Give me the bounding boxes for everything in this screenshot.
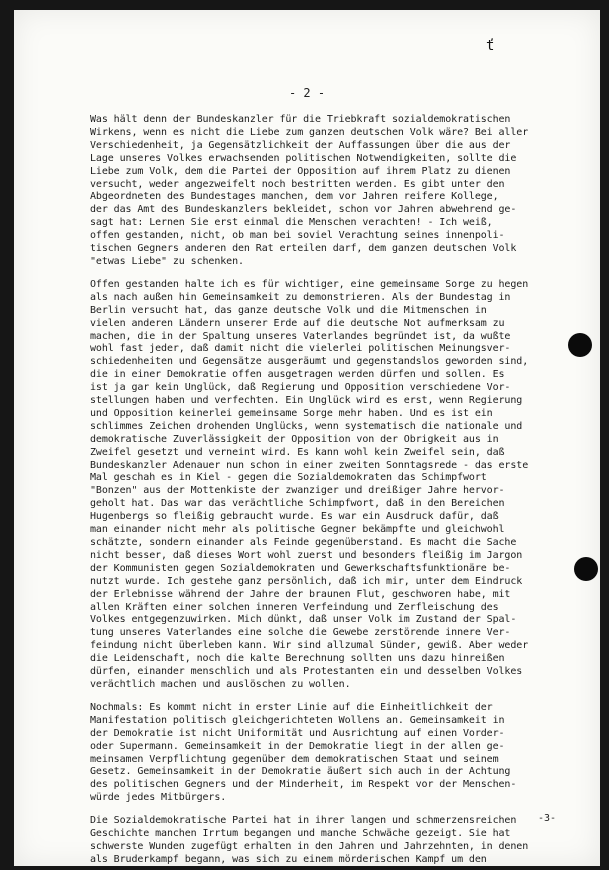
punch-hole-lower [574, 557, 598, 581]
text-line: Liebe zum Volk, dem die Partei der Opposition auf ihrem Platz zu dienen [90, 165, 511, 177]
text-line: Volkes entgegenzuwirken. Mich dünkt, daß unser Volk im Zustand der Spal- [90, 614, 517, 626]
paragraph-1 [90, 114, 580, 269]
punch-hole-upper [568, 333, 592, 357]
text-line: des politischen Gegners und der Minderheit, im Respekt vor der Menschen- [90, 779, 517, 791]
text-line: Offen gestanden halte ich es für wichtiger, eine gemeinsame Sorge zu hegen [90, 278, 529, 290]
text-line: Abgeordneten des Bundestages manchen, dem vor Jahren reifere Kollege, [90, 191, 499, 203]
continuation-mark: -3- [538, 813, 557, 824]
text-line: demokratische Zuverlässigkeit der Opposition von der Obrigkeit aus in [90, 433, 499, 445]
text-line: und Opposition keinerlei gemeinsame Sorge mehr haben. Und es ist ein [90, 407, 493, 419]
text-line: verächtlich machen und auslöschen zu wollen. [90, 678, 351, 690]
text-line: die in einer Demokratie offen ausgetragen werden dürfen und sollen. Es [90, 369, 505, 381]
text-line: Die Sozialdemokratische Partei hat in ihrer langen und schmerzensreichen [90, 815, 517, 827]
text-line: Verschiedenheit, ja Gegensätzlichkeit der Auffassungen über die aus der [90, 139, 511, 151]
text-line: schiedenheiten und Gegensätze ausgeräumt und gegenstandslos geworden sind, [90, 356, 529, 368]
text-line: Wirkens, wenn es nicht die Liebe zum ganzen deutschen Volk wäre? Bei aller [90, 126, 529, 138]
text-line: oder Supermann. Gemeinsamkeit in der Demokratie liegt in der allen ge- [90, 740, 505, 752]
text-line: schlimmes Zeichen drohenden Unglücks, wenn systematisch die nationale und [90, 420, 523, 432]
text-line: ist ja gar kein Unglück, daß Regierung und Opposition verschiedene Vor- [90, 382, 511, 394]
text-line: feindung nicht überleben kann. Wir sind allzumal Sünder, gewiß. Aber weder [90, 640, 529, 652]
text-line: der Kommunisten gegen Sozialdemokraten und Gewerkschaftsfunktionäre be- [90, 562, 511, 574]
text-line: der Erlebnisse während der Jahre der braunen Flut, geschworen habe, mit [90, 588, 511, 600]
text-line: Mal geschah es in Kiel - gegen die Sozialdemokraten das Schimpfwort [90, 472, 487, 484]
text-line: die Leidenschaft, noch die kalte Berechnung sollten uns dazu hinreißen [90, 653, 505, 665]
paragraph-4 [90, 815, 580, 866]
body-text [90, 114, 580, 866]
text-line: Zweifel gesetzt und verneint wird. Es kann wohl kein Zweifel sein, daß [90, 446, 505, 458]
text-line: geholt hat. Das war das verächtliche Schimpfwort, daß in den Bereichen [90, 498, 505, 510]
text-line: schwerste Wunden zugefügt erhalten in den Jahren und Jahrzehnten, in denen [90, 840, 529, 852]
text-line: Manifestation politisch gleichgerichteten Wollens an. Gemeinsamkeit in [90, 714, 505, 726]
text-line: der das Amt des Bundeskanzlers bekleidet, schon vor Jahren abwehrend ge- [90, 204, 517, 216]
document-page [14, 10, 600, 866]
text-line: man einander nicht mehr als politische Gegner bekämpfte und gleichwohl [90, 524, 505, 536]
text-line: wohl fast jeder, daß damit nicht die vielerlei politischen Meinungsver- [90, 343, 511, 355]
text-line: Berlin versucht hat, das ganze deutsche Volk und die Mitmenschen in [90, 304, 487, 316]
page-number: - 2 - [288, 86, 326, 100]
text-line: machen, die in der Spaltung unseres Vaterlandes begründet ist, da wußte [90, 330, 511, 342]
text-line: Geschichte manchen Irrtum begangen und manche Schwäche gezeigt. Sie hat [90, 828, 511, 840]
text-line: offen gestanden, nicht, ob man bei soviel Verachtung seines innenpoli- [90, 230, 505, 242]
text-line: vielen anderen Ländern unserer Erde auf die deutsche Not aufmerksam zu [90, 317, 505, 329]
text-line: "etwas Liebe" zu schenken. [90, 255, 244, 267]
text-line: meinsamen Verpflichtung gegenüber dem demokratischen Staat und seinem [90, 753, 499, 765]
paragraph-2 [90, 279, 580, 692]
text-line: nutzt wurde. Ich gestehe ganz persönlich, daß ich mir, unter dem Eindruck [90, 575, 523, 587]
text-line: der Demokratie ist nicht Uniformität und Ausrichtung auf einen Vorder- [90, 727, 505, 739]
text-line: sagt hat: Lernen Sie erst einmal die Menschen verachten! - Ich weiß, [90, 217, 493, 229]
text-line: nicht besser, daß dieses Wort wohl zuerst und besonders fleißig im Jargon [90, 549, 523, 561]
text-line: als nach außen hin Gemeinsamkeit zu demonstrieren. Als der Bundestag in [90, 291, 511, 303]
text-line: Bundeskanzler Adenauer nun schon in einer zweiten Sonntagsrede - das erste [90, 459, 529, 471]
text-line: tung unseres Vaterlandes eine solche die Gewebe zerstörende innere Ver- [90, 627, 511, 639]
text-line: Was hält denn der Bundeskanzler für die Triebkraft sozialdemokratischen [90, 114, 511, 125]
text-line: allen Kräften einer solchen inneren Verfeindung und Zerfleischung des [90, 601, 499, 613]
text-line: tischen Gegners anderen den Rat erteilen darf, dem ganzen deutschen Volk [90, 243, 517, 255]
text-line: dürfen, einander menschlich und als Protestanten ein und desselben Volkes [90, 666, 523, 678]
paragraph-3 [90, 702, 580, 805]
text-line: Lage unseres Volkes erwachsenden politischen Notwendigkeiten, sollte die [90, 152, 517, 164]
text-line: "Bonzen" aus der Mottenkiste der zwanziger und dreißiger Jahre hervor- [90, 485, 505, 497]
text-line: Nochmals: Es kommt nicht in erster Linie auf die Einheitlichkeit der [90, 701, 493, 713]
text-line: schätzte, sondern einander als Feinde gegenüberstand. Es macht die Sache [90, 537, 517, 548]
text-line: Gesetz. Gemeinsamkeit in der Demokratie äußert sich auch in der Achtung [90, 766, 511, 778]
text-line: Hugenbergs so fleißig gebraucht wurde. Es war ein Ausdruck dafür, daß [90, 511, 499, 523]
text-line: versucht, weder angezweifelt noch bestritten werden. Es gibt unter den [90, 178, 505, 190]
text-line: stellungen haben und verfechten. Ein Unglück wird es erst, wenn Regierung [90, 395, 523, 407]
text-line: würde jedes Mitbürgers. [90, 792, 227, 804]
text-line: als Bruderkampf begann, was sich zu einem mörderischen Kampf um den [90, 853, 487, 865]
corner-mark: ť [486, 38, 495, 54]
